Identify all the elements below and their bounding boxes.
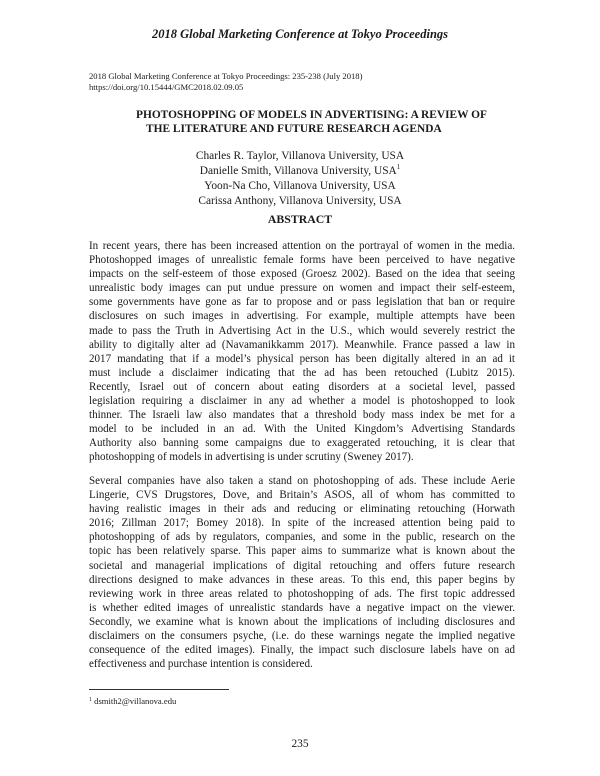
running-head: 2018 Global Marketing Conference at Tokyo Proceedings (151, 27, 449, 41)
title-line: THE LITERATURE AND FUTURE RESEARCH AGENDA (146, 123, 442, 135)
text-line: unrealistic body images can put undue pressure on women and impact their self-esteem, (89, 282, 515, 295)
title-line: PHOTOSHOPPING OF MODELS IN ADVERTISING: A REVIEW OF (136, 109, 487, 121)
abstract-paragraph-2 (89, 474, 515, 671)
text-line: legislation requiring a disclaimer in any ad whether a model is photoshopped to look (89, 395, 515, 408)
author-list (0, 149, 600, 209)
text-line: Lingerie, CVS Drugstores, Dove, and Britain’s ASOS, all of whom has committed to (89, 489, 515, 502)
citation-block (89, 71, 362, 93)
text-line: Several companies have also taken a stand on photoshopping of ads. These include Aerie (89, 475, 515, 487)
text-line: directions designed to make advances in these areas. To this end, this paper begins by (89, 573, 515, 586)
text-line: Secondly, we examine what is known about the implications of including disclosures and (89, 615, 515, 628)
text-line: must include a disclaimer indicating that the ad has been retouched (Lubitz 2015). (89, 366, 515, 379)
text-line: Recently, Israel out of concern about eating disorders at a societal level, passed (89, 380, 515, 393)
citation-line: 2018 Global Marketing Conference at Tokyo Proceedings: 235-238 (July 2018) (89, 71, 363, 81)
author: Yoon-Na Cho, Villanova University, USA (204, 180, 396, 192)
text-line: consequence of the edited images). Finally, the impact such disclosure labels have on ad (89, 644, 515, 657)
text-line: model to be included in an ad. With the United Kingdom’s Advertising Standards (89, 423, 515, 436)
abstract-paragraph-1 (89, 239, 515, 465)
footnote-email[interactable]: dsmith2@villanova.edu (94, 696, 177, 706)
text-line: societal and managerial implications of digital retouching and offers future research (89, 559, 515, 572)
text-line: is whether edited images of unrealistic standards have a negative impact on the viewer. (89, 601, 515, 614)
text-line: made to pass the Truth in Advertising Act in the U.S., which would severely restrict the (89, 324, 515, 337)
text-line: effectiveness and purchase intention is considered. (89, 658, 313, 671)
text-line: thinner. The Israeli law also mandates that a threshold body mass index be met for a (89, 409, 515, 422)
page-number: 235 (291, 738, 309, 750)
doi-link[interactable]: https://doi.org/10.15444/GMC2018.02.09.05 (89, 82, 244, 92)
text-line: 2017 mandating that if a model’s physical person has been digitally altered in an ad it (89, 352, 515, 365)
text-line: topic has been relatively sparse. This paper aims to summarize what is known about the (89, 545, 515, 558)
author: Danielle Smith, Villanova University, USA$^1$ (199, 163, 401, 177)
paper-title (120, 108, 510, 136)
text-line: having realistic images in their ads and reducing or eliminating retouching (Horwath (89, 503, 515, 516)
text-line: In recent years, there has been increased attention on the portrayal of women in the media. (89, 240, 515, 252)
text-line: reviewing work in three areas related to photoshopping of ads. The first topic addressed (89, 587, 515, 600)
footnote (89, 696, 176, 706)
text-line: disclaimers on the consumers psyche, (i.e. do these warnings negate the implied negative (89, 630, 515, 643)
abstract-heading: ABSTRACT (267, 212, 333, 226)
text-line: ability to digitally alter ad (Navamanikkamm 2017). Meanwhile. France passed a law in (89, 338, 515, 351)
text-line: impacts on the self-esteem of those exposed (Groesz 2002). Based on the idea that seeing (89, 268, 515, 281)
text-line: 2016; Zillman 2017; Bomey 2018). In spite of the increased attention being paid to (89, 517, 515, 530)
text-line: Authority also banning some campaigns due to exaggerated retouching, it is clear that (89, 437, 515, 450)
author: Charles R. Taylor, Villanova University, USA (195, 150, 405, 162)
text-line: photoshopping of models in advertising is under scrutiny (Sweney 2017). (89, 451, 414, 464)
footnote-marker: 1 (89, 697, 92, 703)
author: Carissa Anthony, Villanova University, USA (198, 195, 402, 207)
footnote-marker[interactable]: 1 (396, 163, 401, 171)
text-line: disclosures on such images in advertising. For example, multiple attempts have been (89, 310, 515, 323)
text-line: Photoshopped images of unrealistic female forms have been perceived to have negative (89, 254, 515, 267)
text-line: photoshopping of ads by regulators, companies, and some in the public, research on the (89, 531, 515, 544)
footnote-divider (89, 689, 229, 690)
text-line: some governments have gone as far to propose and or pass legislation that ban or require (89, 296, 515, 309)
